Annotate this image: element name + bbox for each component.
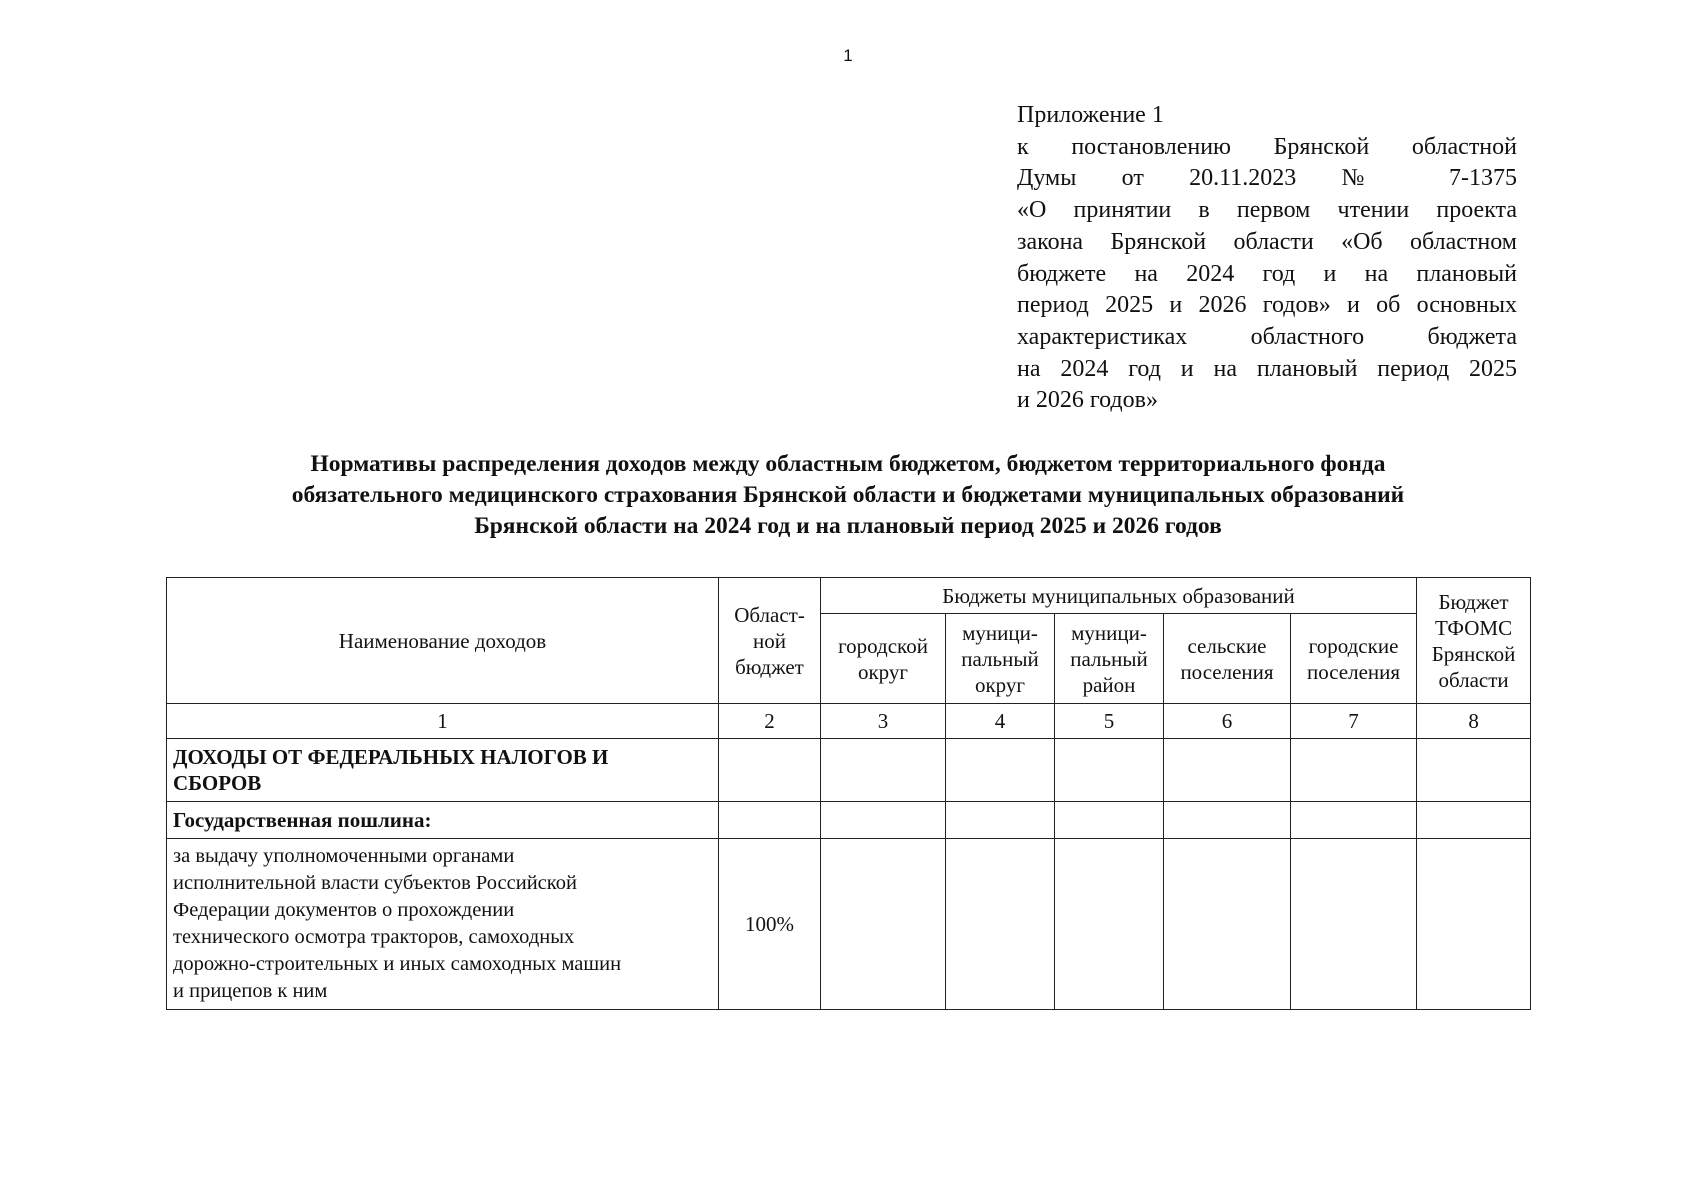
table-row bbox=[167, 839, 1531, 1010]
header-name: Наименование доходов bbox=[167, 578, 719, 704]
appendix-block bbox=[1017, 100, 1517, 417]
header-tfoms: Бюджет ТФОМС Брянской области bbox=[1417, 578, 1531, 704]
column-number: 2 bbox=[719, 704, 821, 739]
row-value: 100% bbox=[719, 839, 821, 1010]
appendix-line: Приложение 1 bbox=[1017, 102, 1164, 128]
row-value bbox=[1055, 839, 1164, 1010]
header-city-district: городской округ bbox=[821, 614, 946, 704]
row-value bbox=[946, 802, 1055, 839]
row-value bbox=[1164, 839, 1291, 1010]
row-value bbox=[1291, 839, 1417, 1010]
document-title bbox=[120, 449, 1576, 542]
appendix-line: на 2024 год и на плановый период 2025 bbox=[1017, 355, 1517, 382]
header-municipal-group: Бюджеты муниципальных образований bbox=[821, 578, 1417, 614]
title-line: Брянской области на 2024 год и на плановый период 2025 и 2026 годов bbox=[474, 513, 1222, 539]
header-regional-budget: Област- ной бюджет bbox=[719, 578, 821, 704]
title-line: Нормативы распределения доходов между областным бюджетом, бюджетом территориального фонда bbox=[310, 451, 1386, 477]
column-number: 5 bbox=[1055, 704, 1164, 739]
table-row bbox=[167, 802, 1531, 839]
appendix-line: период 2025 и 2026 годов» и об основных bbox=[1017, 292, 1517, 319]
column-number: 7 bbox=[1291, 704, 1417, 739]
row-value bbox=[821, 802, 946, 839]
page-number: 1 bbox=[843, 46, 853, 65]
appendix-line: характеристиках областного бюджета bbox=[1017, 323, 1517, 350]
row-name: ДОХОДЫ ОТ ФЕДЕРАЛЬНЫХ НАЛОГОВ И СБОРОВ bbox=[167, 739, 719, 802]
row-value bbox=[1055, 739, 1164, 802]
row-value bbox=[1417, 739, 1531, 802]
header-municipal-okrug: муници- пальный округ bbox=[946, 614, 1055, 704]
column-number: 8 bbox=[1417, 704, 1531, 739]
appendix-line: и 2026 годов» bbox=[1017, 387, 1158, 414]
header-municipal-rayon: муници- пальный район bbox=[1055, 614, 1164, 704]
row-value bbox=[1164, 739, 1291, 802]
row-value bbox=[1291, 802, 1417, 839]
header-urban-settlements: городские поселения bbox=[1291, 614, 1417, 704]
appendix-line: к постановлению Брянской областной bbox=[1017, 133, 1517, 160]
column-number: 4 bbox=[946, 704, 1055, 739]
title-line: обязательного медицинского страхования Брянской области и бюджетами муниципальных образований bbox=[291, 482, 1405, 508]
row-value bbox=[821, 839, 946, 1010]
column-number: 1 bbox=[167, 704, 719, 739]
appendix-line: «О принятии в первом чтении проекта bbox=[1017, 197, 1517, 224]
norms-table bbox=[166, 577, 1531, 1010]
row-name: за выдачу уполномоченными органами исполнительной власти субъектов Российской Федерации документов о прохождении технического осмотра тракторов, самоходных дорожно-строительных и иных самоходных машин и прицепов к ним bbox=[167, 839, 719, 1010]
row-name: Государственная пошлина: bbox=[167, 802, 719, 839]
row-value bbox=[1417, 802, 1531, 839]
column-number-row bbox=[167, 704, 1531, 739]
row-value bbox=[1417, 839, 1531, 1010]
row-value bbox=[821, 739, 946, 802]
appendix-line: Думы от 20.11.2023 № 7-1375 bbox=[1017, 165, 1517, 192]
row-value bbox=[1055, 802, 1164, 839]
header-rural-settlements: сельские поселения bbox=[1164, 614, 1291, 704]
column-number: 6 bbox=[1164, 704, 1291, 739]
row-value bbox=[946, 739, 1055, 802]
row-value bbox=[1164, 802, 1291, 839]
row-value bbox=[946, 839, 1055, 1010]
appendix-line: закона Брянской области «Об областном bbox=[1017, 228, 1517, 255]
row-value bbox=[1291, 739, 1417, 802]
appendix-line: бюджете на 2024 год и на плановый bbox=[1017, 260, 1517, 287]
row-value bbox=[719, 802, 821, 839]
table-row bbox=[167, 739, 1531, 802]
column-number: 3 bbox=[821, 704, 946, 739]
row-value bbox=[719, 739, 821, 802]
